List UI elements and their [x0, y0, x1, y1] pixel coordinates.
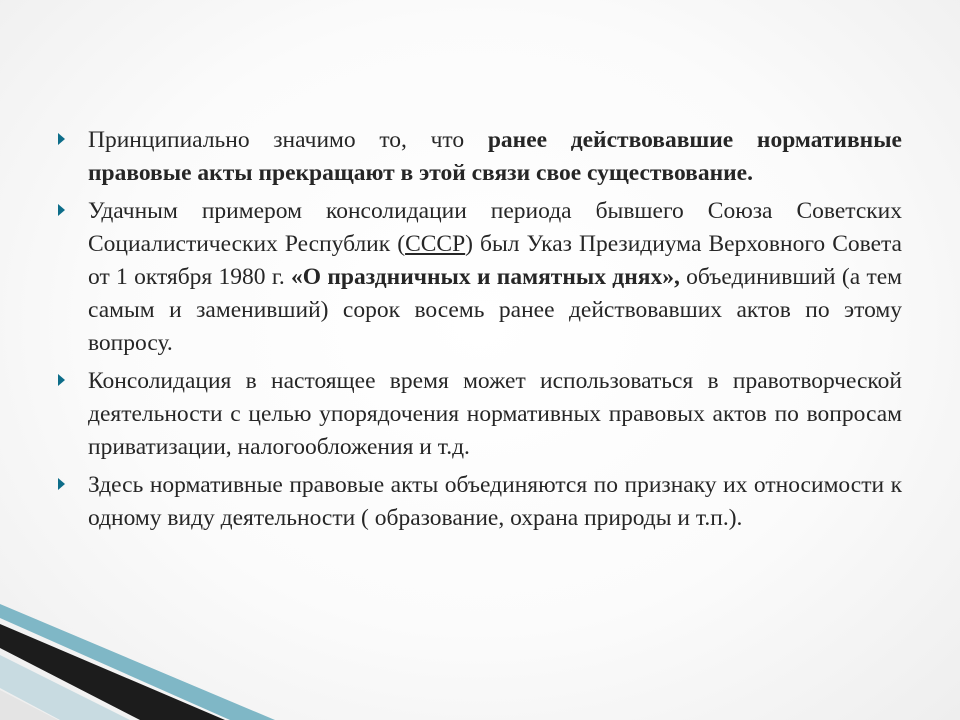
triangle-bullet-icon — [58, 204, 65, 216]
bullet-2-text-part2: ) был Указ Президиума Верховного Совета от 1 октября 1980 г. — [88, 231, 902, 290]
bullet-3-text: Консолидация в настоящее время может использоваться в правотворческой деятельности с целью упорядочения нормативных правовых актов по вопросам приватизации, налогообложения и т.д. — [88, 368, 902, 460]
bullet-4-text: Здесь нормативные правовые акты объединяются по признаку их относимости к одному виду деятельности ( образование, охрана природы и т.п.). — [88, 472, 902, 531]
bullet-2-text-part1: Удачным примером консолидации периода бывшего Союза Советских Социалистических Республик ( — [88, 198, 902, 257]
bullet-2-bold-decree-title: «О праздничных и памятных днях», — [291, 264, 680, 290]
triangle-bullet-icon — [58, 133, 65, 145]
bullet-item-2 — [58, 195, 902, 360]
bullet-item-3 — [58, 365, 902, 464]
triangle-bullet-icon — [58, 478, 65, 490]
bullet-1-text: Принципиально значимо то, что — [88, 127, 488, 153]
triangle-bullet-icon — [58, 374, 65, 386]
slide-body — [58, 124, 902, 540]
bullet-1-bold-text: ранее действовавшие нормативные правовые акты прекращают в этой связи свое существование. — [88, 127, 902, 186]
bullet-item-1 — [58, 124, 902, 190]
bullet-item-4 — [58, 469, 902, 535]
bullet-2-text-part3: объединивший (а тем самым и заменивший) сорок восемь ранее действовавших актов по этому вопросу. — [88, 264, 903, 356]
ussr-link[interactable]: СССР — [405, 231, 466, 257]
